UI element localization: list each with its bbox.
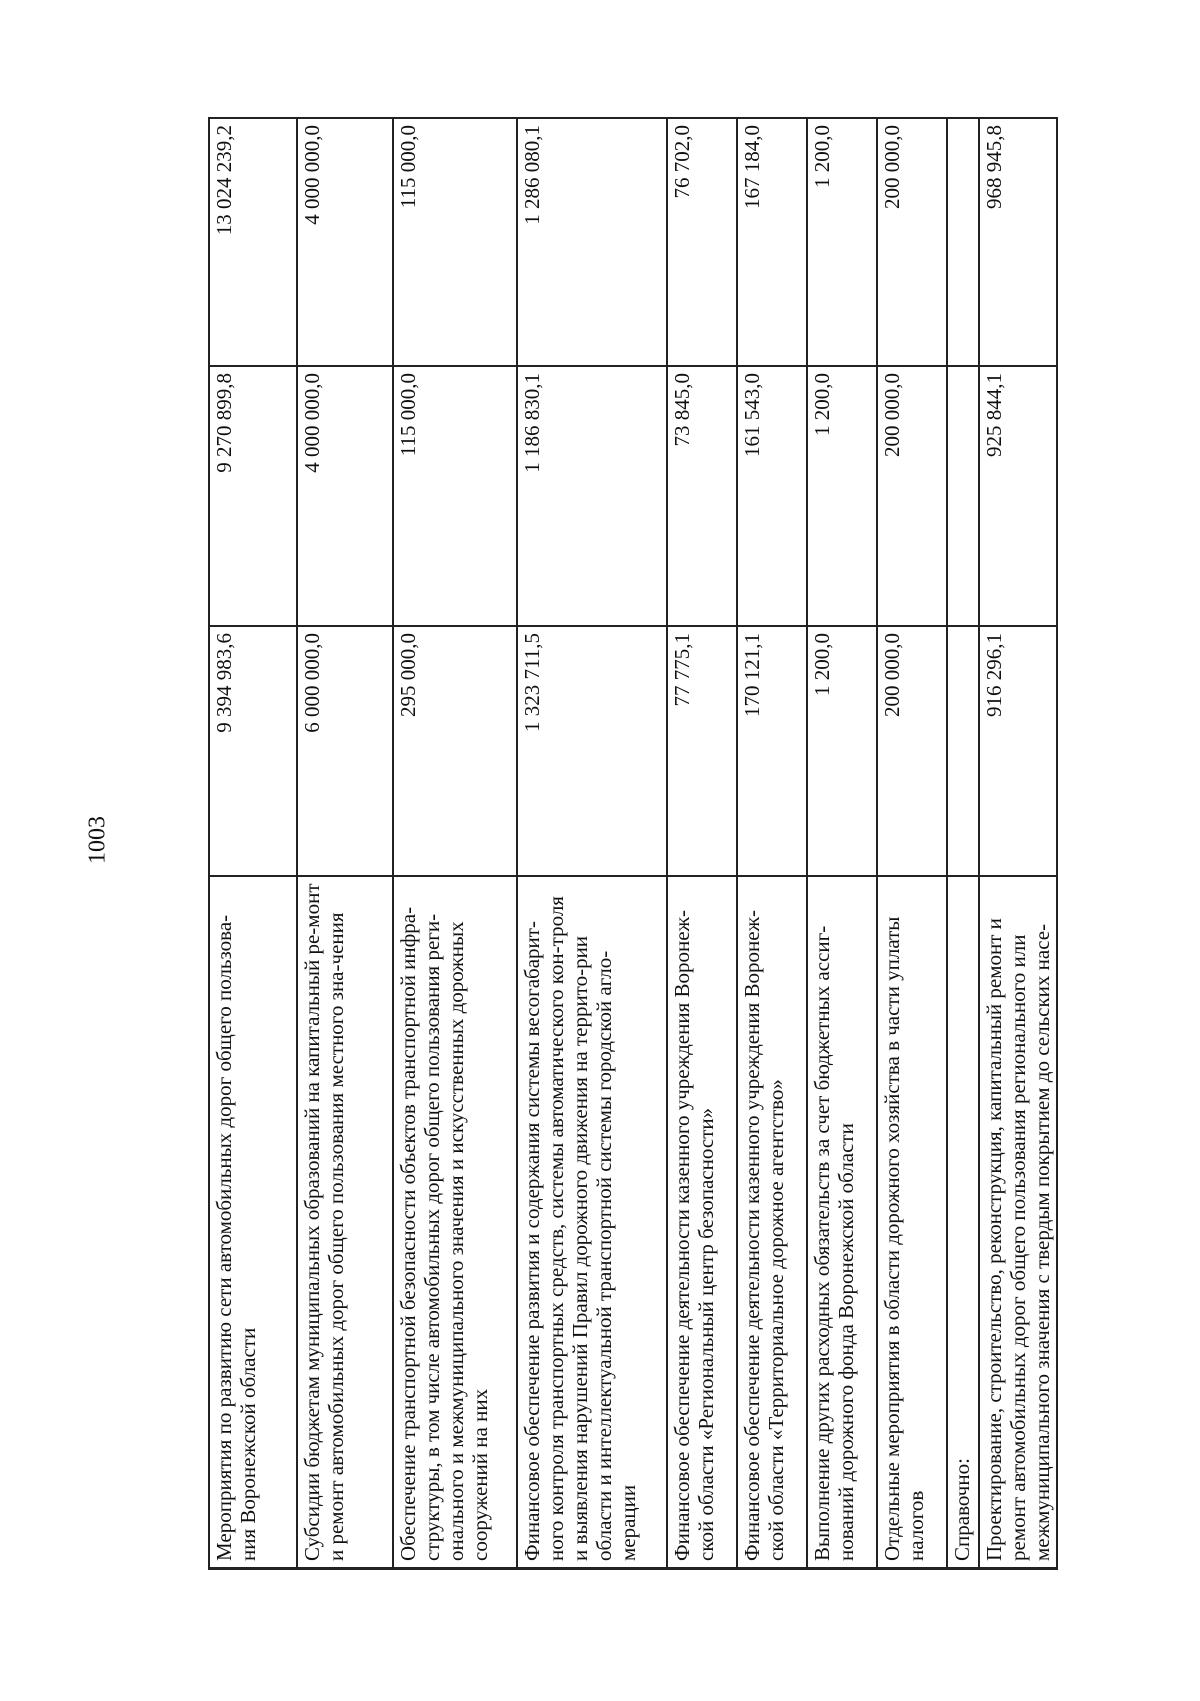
row-value-2: 4 000 000,0	[297, 366, 393, 626]
row-value-3: 76 702,0	[667, 118, 737, 366]
table-row	[667, 118, 737, 1569]
row-value-2: 9 270 899,8	[209, 366, 297, 626]
row-value-1: 1 200,0	[807, 626, 877, 876]
row-value-1: 77 775,1	[667, 626, 737, 876]
row-value-3: 115 000,0	[393, 118, 517, 366]
table-row	[947, 118, 979, 1569]
table-row	[877, 118, 947, 1569]
table-row-edge	[209, 1568, 297, 1569]
row-value-1: 1 323 711,5	[517, 626, 667, 876]
row-name: Субсидии бюджетам муниципальных образований на капитальный ре-монт и ремонт автомобильных дорог общего пользования местного зна-чения	[297, 876, 393, 1568]
row-name: Отдельные мероприятия в области дорожного хозяйства в части уплаты налогов	[877, 876, 947, 1568]
row-value-2: 1 200,0	[807, 366, 877, 626]
row-value-3: 4 000 000,0	[297, 118, 393, 366]
row-value-1	[947, 626, 979, 876]
row-name: Выполнение других расходных обязательств за счет бюджетных ассиг-нований дорожного фонда Воронежской области	[807, 876, 877, 1568]
row-value-2: 161 543,0	[737, 366, 807, 626]
budget-table	[208, 117, 1058, 1570]
table-row	[209, 118, 297, 1569]
row-value-3: 1 200,0	[807, 118, 877, 366]
row-value-2: 925 844,1	[979, 366, 1057, 626]
page-number: 1003	[84, 816, 111, 864]
rotated-table-wrapper	[208, 120, 1054, 1570]
table-row	[737, 118, 807, 1569]
row-name: Финансовое обеспечение развития и содержания системы весогабарит-ного контроля транспортных средств, системы автоматического кон-троля и выявления нарушений Правил дорожного движения на террито-рии области и интеллектуальной транспортной системы городской агло-мерации	[517, 876, 667, 1568]
row-name: Финансовое обеспечение деятельности казенного учреждения Воронеж-ской области «Региональный центр безопасности»	[667, 876, 737, 1568]
row-value-3: 968 945,8	[979, 118, 1057, 366]
row-name: Справочно:	[947, 876, 979, 1568]
table-row-edge	[877, 1568, 947, 1569]
table-row	[393, 118, 517, 1569]
row-value-2: 200 000,0	[877, 366, 947, 626]
row-value-1: 9 394 983,6	[209, 626, 297, 876]
row-value-2: 115 000,0	[393, 366, 517, 626]
table-row-edge	[517, 1568, 667, 1569]
row-value-1: 295 000,0	[393, 626, 517, 876]
table-row-edge	[979, 1568, 1057, 1569]
row-value-3: 167 184,0	[737, 118, 807, 366]
row-name: Финансовое обеспечение деятельности казенного учреждения Воронеж-ской области «Территориальное дорожное агентство»	[737, 876, 807, 1568]
table-row	[807, 118, 877, 1569]
row-value-3: 1 286 080,1	[517, 118, 667, 366]
table-row-edge	[947, 1568, 979, 1569]
row-name: Мероприятия по развитию сети автомобильных дорог общего пользова-ния Воронежской области	[209, 876, 297, 1568]
row-value-1: 916 296,1	[979, 626, 1057, 876]
row-value-1: 6 000 000,0	[297, 626, 393, 876]
row-value-3: 200 000,0	[877, 118, 947, 366]
row-name: Обеспечение транспортной безопасности объектов транспортной инфра-структуры, в том числе автомобильных дорог общего пользования реги-онального и межмуниципального значения и искусственных дорожных сооружений на них	[393, 876, 517, 1568]
table-row-edge	[667, 1568, 737, 1569]
table-row-edge	[737, 1568, 807, 1569]
row-name: Проектирование, строительство, реконструкция, капитальный ремонт и ремонт автомобильных дорог общего пользования регионального или межмуниципального значения с твердым покрытием до сельских насе-	[979, 876, 1057, 1568]
table-row	[979, 118, 1057, 1569]
row-value-3	[947, 118, 979, 366]
row-value-1: 170 121,1	[737, 626, 807, 876]
row-value-2	[947, 366, 979, 626]
table-row-edge	[807, 1568, 877, 1569]
table-row	[297, 118, 393, 1569]
row-value-2: 1 186 830,1	[517, 366, 667, 626]
row-value-2: 73 845,0	[667, 366, 737, 626]
table-row-edge	[297, 1568, 393, 1569]
table-row	[517, 118, 667, 1569]
row-value-3: 13 024 239,2	[209, 118, 297, 366]
table-row-edge	[393, 1568, 517, 1569]
row-value-1: 200 000,0	[877, 626, 947, 876]
